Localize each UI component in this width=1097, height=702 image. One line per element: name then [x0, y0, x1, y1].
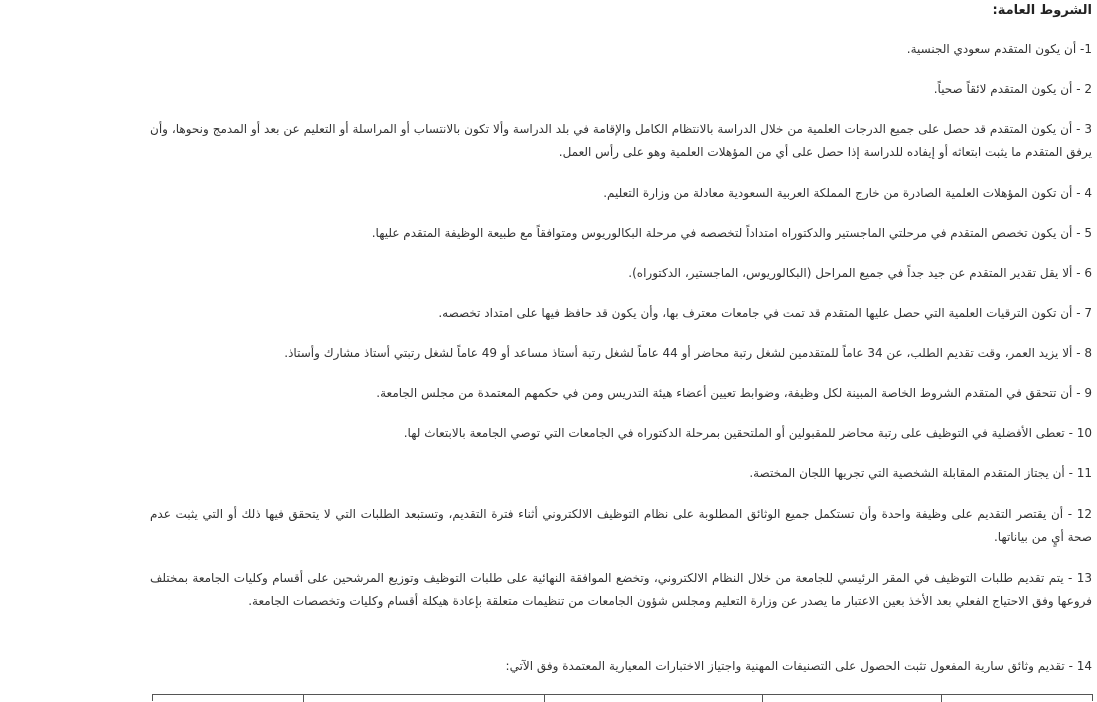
clause-10: 10 - تعطى الأفضلية في التوظيف على رتبة محاضر للمقبولين أو الملتحقين بمرحلة الدكتوراه في الجامعات التي توصي الجامعة بالابتعاث لها. — [403, 426, 1092, 440]
section-heading: الشروط العامة: — [992, 3, 1092, 18]
classification-table-top — [152, 694, 1093, 701]
clause-7: 7 - أن تكون الترقيات العلمية التي حصل عليها المتقدم قد تمت في جامعات معترف بها، وأن يكون قد حافظ فيها على امتداد تخصصه. — [438, 306, 1092, 320]
heading-container — [150, 0, 1092, 20]
clause-9: 9 - أن تتحقق في المتقدم الشروط الخاصة المبينة لكل وظيفة، وضوابط تعيين أعضاء هيئة التدريس ومن في حكمهم المعتمدة من مجلس الجامعة. — [376, 386, 1092, 400]
clause-13: 13 - يتم تقديم طلبات التوظيف في المقر الرئيسي للجامعة من خلال النظام الالكتروني، وتخضع الموافقة النهائية على طلبات التوظيف وتوزيع المرشحين على أقسام وكليات الجامعة بمختلف فروعها وفق الاحتياج الفعلي بعد الأخذ بعين الاعتبار ما يصدر عن وزارة التعليم ومجلس شؤون الجامعات من تنظيمات متعلقة بإعادة هيكلة أقسام وكليات وتخصصات الجامعة. — [150, 571, 1092, 608]
clause-3: 3 - أن يكون المتقدم قد حصل على جميع الدرجات العلمية من خلال الدراسة بالانتظام الكامل والإقامة في بلد الدراسة وألا تكون بالانتساب أو المراسلة أو التعليم عن بعد أو المدمج ونحوها، وأن يرفق المتقدم ما يثبت ابتعاثه أو إيفاده للدراسة إذا حصل على أي من المؤهلات العلمية وهو على رأس العمل. — [150, 122, 1092, 159]
clause-12: 12 - أن يقتصر التقديم على وظيفة واحدة وأن تستكمل جميع الوثائق المطلوبة على نظام التوظيف الالكتروني أثناء فترة التقديم، وتستبعد الطلبات التي لا يتحقق فيها ذلك أو التي يثبت عدم صحة أيٍ من بياناتها. — [150, 507, 1092, 544]
clause-4: 4 - أن تكون المؤهلات العلمية الصادرة من خارج المملكة العربية السعودية معادلة من وزارة التعليم. — [603, 186, 1092, 200]
clause-5: 5 - أن يكون تخصص المتقدم في مرحلتي الماجستير والدكتوراه امتداداً لتخصصه في مرحلة البكالوريوس ومتوافقاً مع طبيعة الوظيفة المتقدم عليها. — [371, 226, 1092, 240]
clause-8: 8 - ألا يزيد العمر، وقت تقديم الطلب، عن 34 عاماً للمتقدمين لشغل رتبة محاضر أو 44 عاماً لشغل رتبة أستاذ مساعد أو 49 عاماً لشغل رتبتي أستاذ مشارك وأستاذ. — [284, 346, 1092, 360]
clause-6: 6 - ألا يقل تقدير المتقدم عن جيد جداً في جميع المراحل (البكالوريوس، الماجستير، الدكتوراه). — [628, 266, 1092, 280]
clause-14: 14 - تقديم وثائق سارية المفعول تثبت الحصول على التصنيفات المهنية واجتياز الاختبارات المعيارية المعتمدة وفق الآتي: — [505, 659, 1092, 673]
clause-11: 11 - أن يجتاز المتقدم المقابلة الشخصية التي تجريها اللجان المختصة. — [749, 466, 1092, 480]
clause-1: 1- أن يكون المتقدم سعودي الجنسية. — [906, 42, 1092, 56]
clause-2: 2 - أن يكون المتقدم لائقاً صحياً. — [933, 82, 1092, 96]
